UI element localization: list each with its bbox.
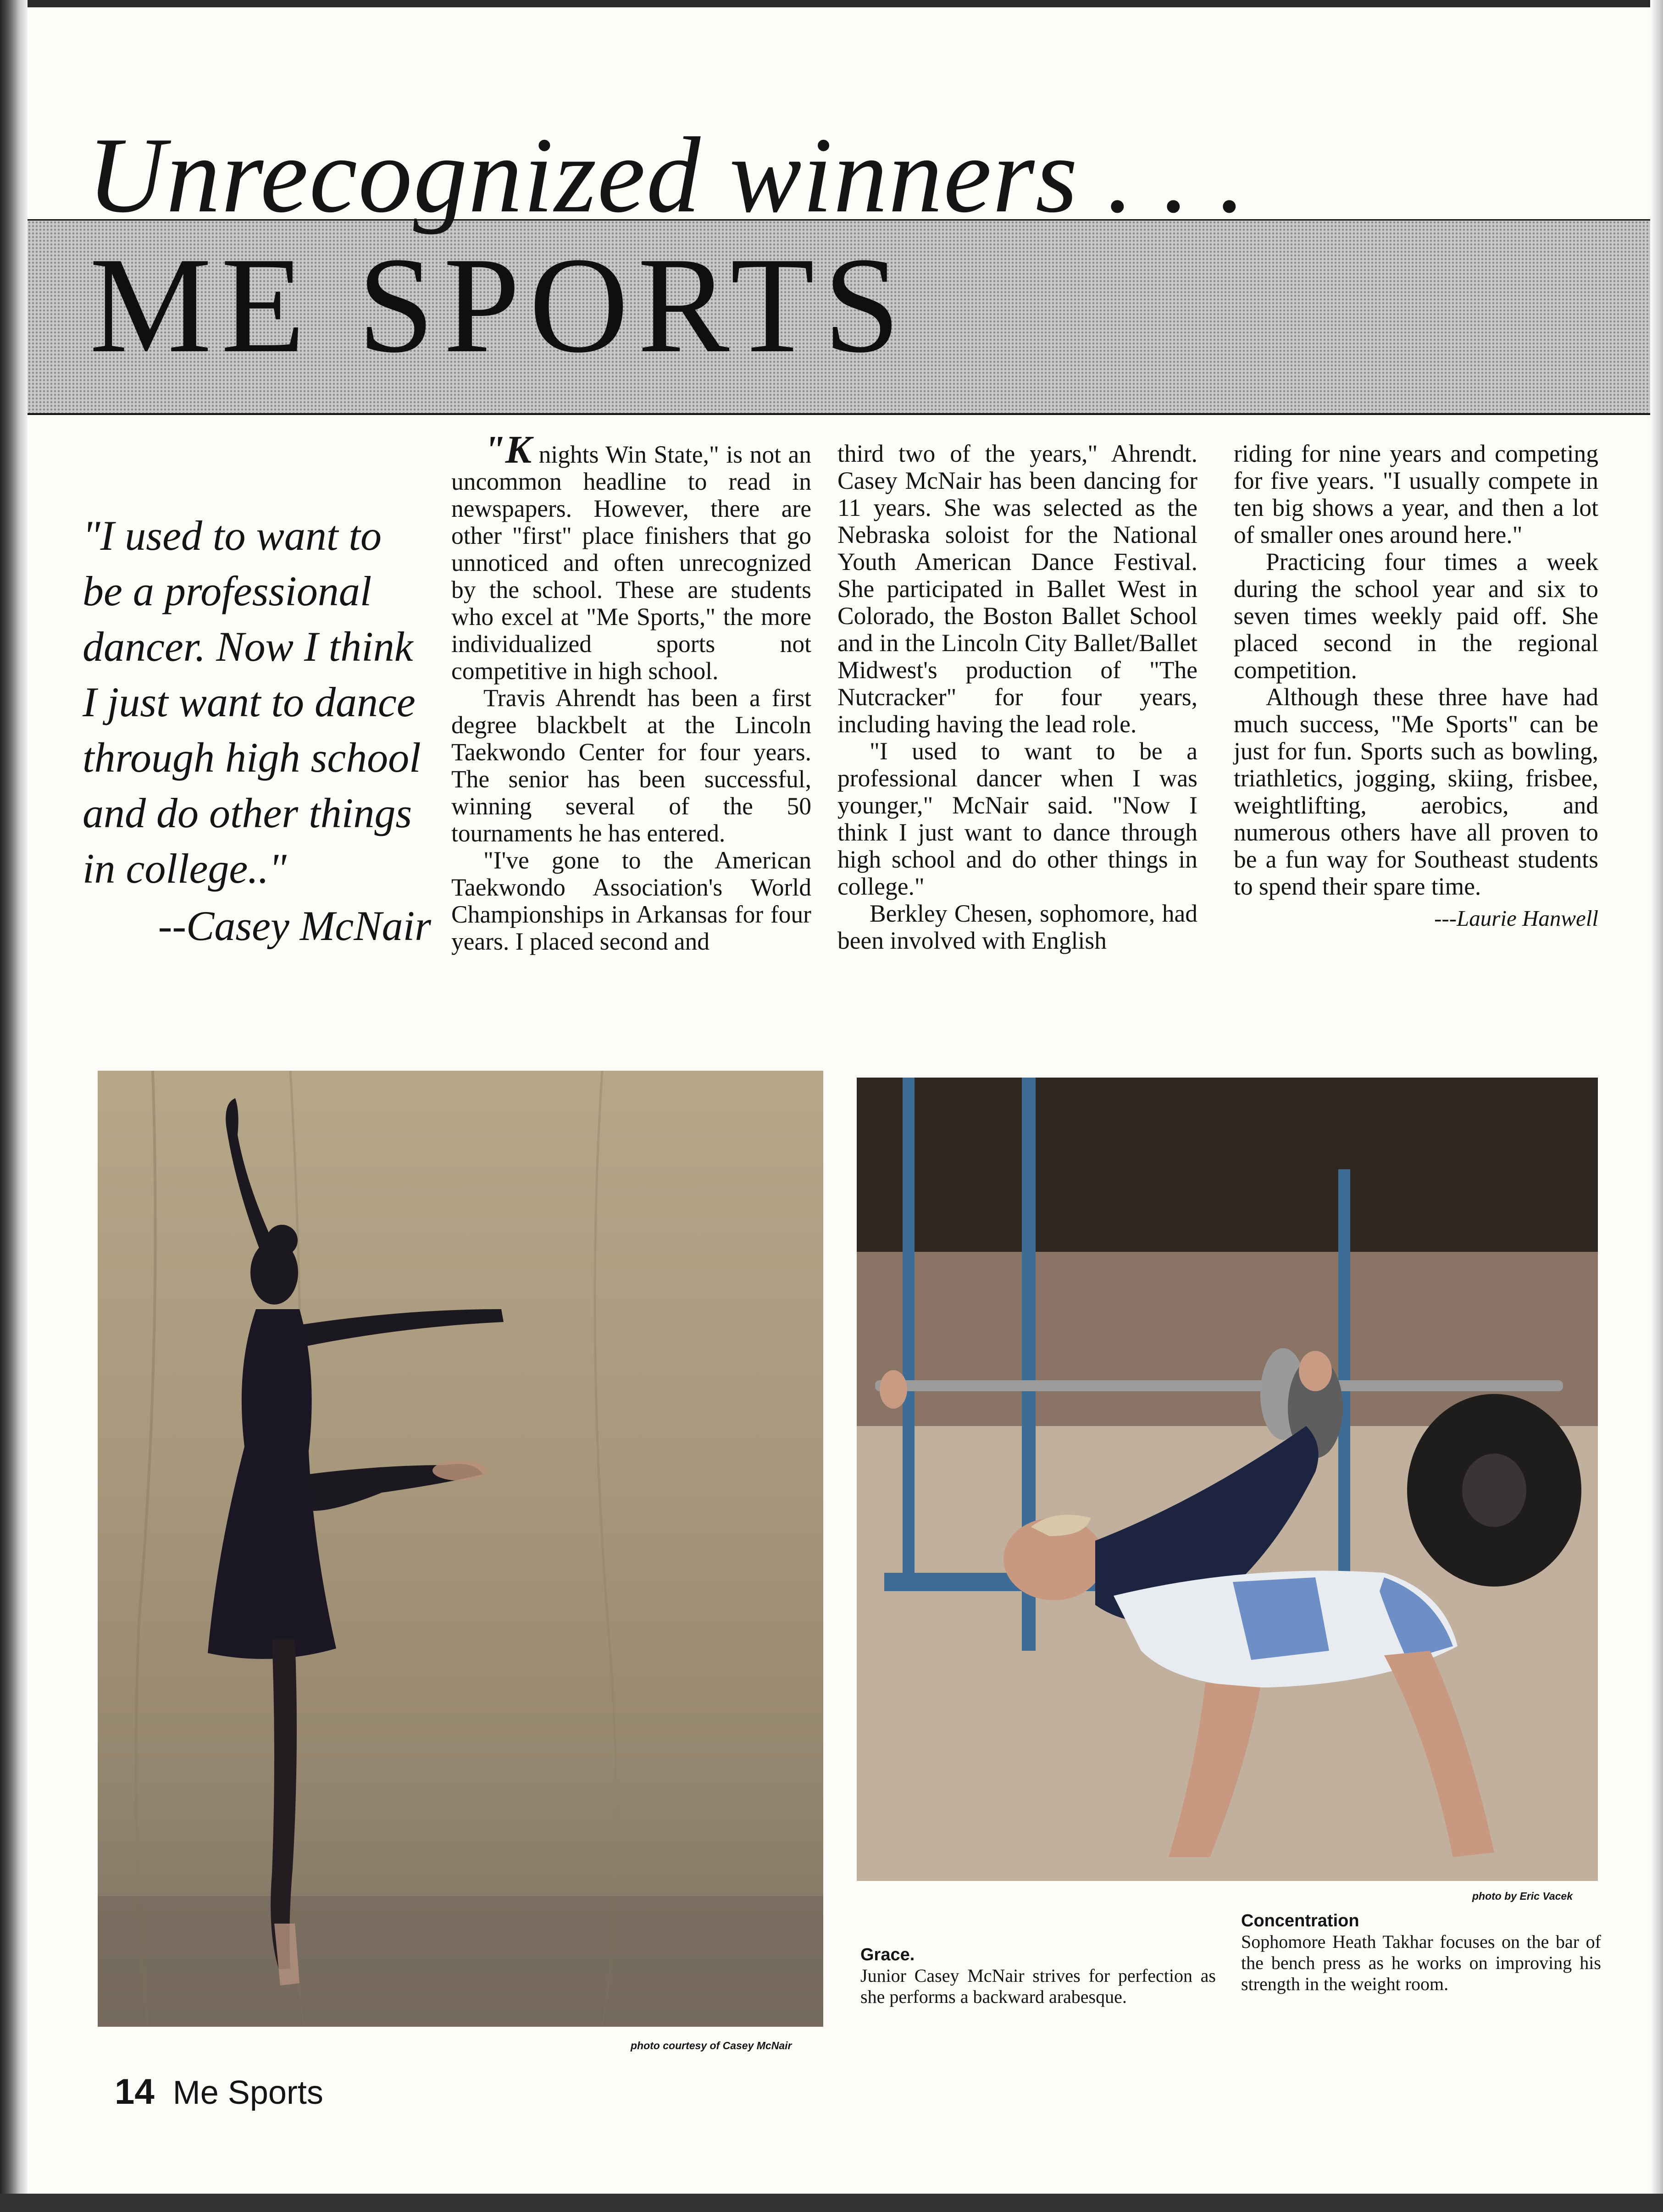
photo-caption <box>860 1944 1216 2007</box>
binding-edge <box>0 0 28 2212</box>
caption-text: Junior Casey McNair strives for perfection as she performs a backward arabesque. <box>860 1965 1216 2007</box>
article-paragraph: Berkley Chesen, sophomore, had been involved with English <box>837 900 1197 954</box>
article-paragraph: Although these three have had much success, "Me Sports" can be just for fun. Sports such as bowling, triathletics, jogging, skiing, frisbee, weightlifting, aerobics, and numerous others have all proven to be a fun way for Southeast students to spend their spare time. <box>1234 683 1598 900</box>
article-paragraph: "I used to want to be a professional dancer when I was younger," McNair said. "Now I think I just want to dance through high school and do other things in college." <box>837 737 1197 900</box>
article-paragraph <box>451 427 812 685</box>
article-paragraph: Travis Ahrendt has been a first degree blackbelt at the Lincoln Taekwondo Center for four years. The senior has been successful, winning several of the 50 tournaments he has entered. <box>451 684 811 847</box>
photo-credit: photo by Eric Vacek <box>1472 1890 1573 1902</box>
article-paragraph: third two of the years," Ahrendt. Casey McNair has been dancing for 11 years. She was selected as the Nebraska soloist for the National Youth American Dance Festival. She participated in Ballet West in Colorado, the Boston Ballet School and in the Lincoln City Ballet/Ballet Midwest's production of "The Nutcracker" for four years, including having the lead role. <box>837 440 1197 738</box>
photo-credit: photo courtesy of Casey McNair <box>631 2040 792 2052</box>
pull-quote-attribution: --Casey McNair <box>158 902 431 949</box>
pull-quote <box>83 508 431 954</box>
article-paragraph: Practicing four times a week during the school year and six to seven times weekly paid off. She placed second in the regional competition. <box>1234 548 1598 684</box>
page-folio <box>115 2071 323 2112</box>
dancer-photo <box>98 1071 823 2027</box>
page-number: 14 <box>115 2071 155 2112</box>
kicker-title: Unrecognized winners . . . <box>87 116 1247 235</box>
bottom-scan-edge <box>0 2194 1663 2212</box>
article-column-1 <box>451 427 812 955</box>
page-headline: ME SPORTS <box>89 229 909 381</box>
article-paragraph: "I've gone to the American Taekwondo Association's World Championships in Arkansas for four years. I placed second and <box>451 846 811 955</box>
top-scan-edge <box>0 0 1663 7</box>
article-paragraph: riding for nine years and competing for five years. "I usually compete in ten big shows a year, and then a lot of smaller ones around here." <box>1234 440 1598 548</box>
caption-text: Sophomore Heath Takhar focuses on the bar of the bench press as he works on improving his strength in the weight room. <box>1241 1931 1601 1994</box>
weightlifter-photo <box>857 1078 1598 1881</box>
photo-caption <box>1241 1910 1601 1995</box>
drop-cap: "K <box>483 427 532 471</box>
pull-quote-text: "I used to want to be a professional dancer. Now I think I just want to dance through high school and do other things in college.." <box>83 512 421 892</box>
dancer-silhouette <box>98 1071 823 2027</box>
article-column-3 <box>1234 440 1598 932</box>
article-column-2 <box>837 440 1197 954</box>
paragraph-text: nights Win State," is not an uncommon headline to read in newspapers. However, there are other "first" place finishers that go unnoticed and often unrecognized by the school. These are students who excel at "Me Sports," the more individualized sports not competitive in high school. <box>451 441 812 685</box>
caption-title: Concentration <box>1241 1911 1359 1930</box>
bench-press-scene <box>857 1078 1598 1881</box>
author-byline: ---Laurie Hanwell <box>1434 906 1598 931</box>
section-name: Me Sports <box>172 2074 323 2111</box>
caption-title: Grace. <box>860 1945 915 1964</box>
right-scan-edge <box>1650 0 1663 2212</box>
